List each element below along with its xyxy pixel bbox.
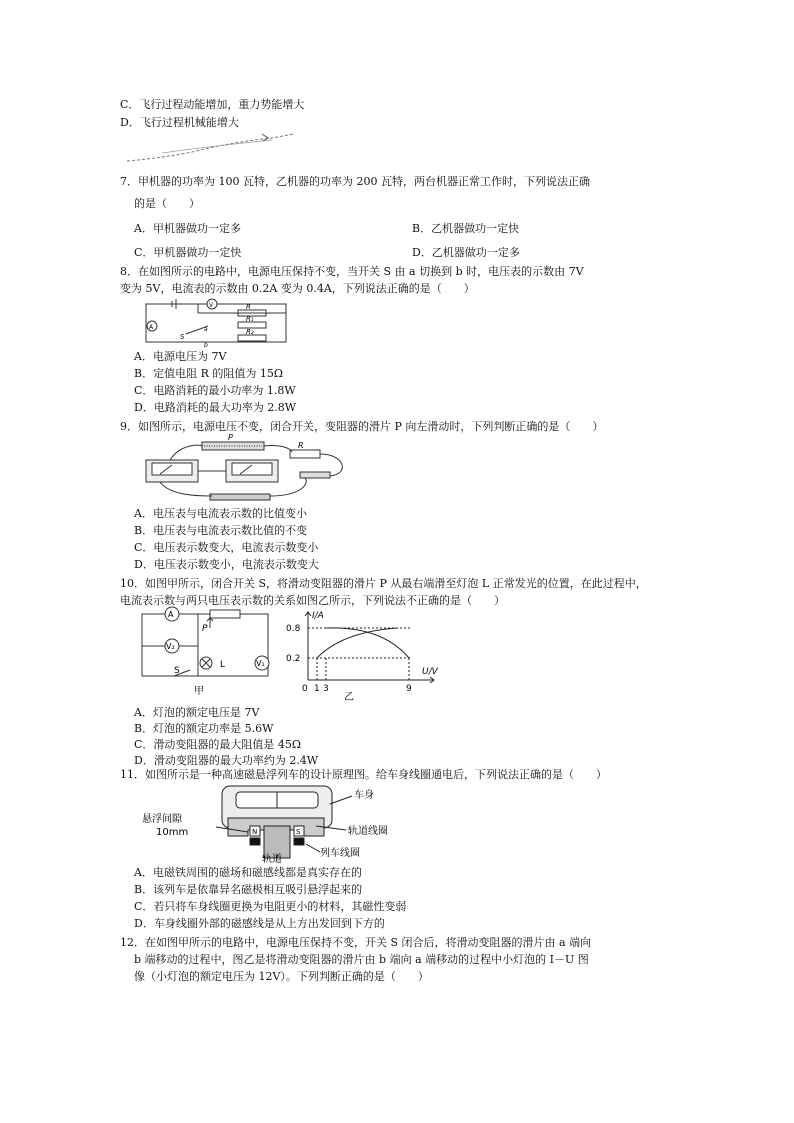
q8-option-a: A．电源电压为 7V [134,350,227,363]
q8-r2-label: R₂ [246,328,254,336]
q9-apparatus-figure [140,434,355,504]
q7-option-a: A．甲机器做功一定多 [134,222,241,235]
q11-train-coil-label: 列车线圈 [320,848,360,859]
q11-gap-value: 10mm [156,827,189,838]
q11-pole-s-right: S [296,828,301,836]
q8-circuit-diagram [138,296,298,348]
q10-lamp-label: L [220,660,226,670]
q11-stem: 11．如图所示是一种高速磁悬浮列车的设计原理图。给车身线圈通电后，下列说法正确的是（ ） [120,768,607,781]
q8-r-label: R [246,303,251,311]
q11-option-c: C．若只将车身线圈更换为电阻更小的材料，其磁性变弱 [134,900,407,913]
q11-pole-n-left: N [252,828,258,836]
q10-option-c: C．滑动变阻器的最大阻值是 45Ω [134,738,302,751]
q11-option-b: B．该列车是依靠异名磁极相互吸引悬浮起来的 [134,883,363,896]
q8-switch-label: S [180,333,185,341]
q10-caption-yi: 乙 [344,692,354,702]
q8-stem-line2: 变为 5V，电流表的示数由 0.2A 变为 0.4A，下列说法正确的是（ ） [120,282,475,295]
q7-option-d: D．乙机器做功一定多 [412,246,520,259]
q11-option-d: D．车身线圈外部的磁感线是从上方出发回到下方的 [134,917,385,930]
q12-stem-line3: 像（小灯泡的额定电压为 12V）。下列判断正确的是（ ） [134,970,429,983]
q10-graph-xlabel: U/V [422,667,438,677]
q11-track-label: 轨道 [262,854,282,864]
q7-option-b: B．乙机器做功一定快 [412,222,520,235]
q11-option-a: A．电磁铁周围的磁场和磁感线都是真实存在的 [134,866,362,879]
q8-voltmeter-label: V [209,302,214,309]
q10-graph-x-tick-1: 1 [314,684,320,694]
q10-ammeter-label: A [168,610,174,619]
q6-option-c: C．飞行过程动能增加，重力势能增大 [120,98,305,111]
q9-stem: 9．如图所示，电源电压不变，闭合开关，变阻器的滑片 P 向左滑动时，下列判断正确的是（ ） [120,420,604,433]
q10-circuit-jia [138,606,278,698]
q10-option-d: D．滑动变阻器的最大功率约为 2.4W [134,754,319,767]
q9-option-a: A．电压表与电流表示数的比值变小 [134,507,307,520]
q11-gap-label: 悬浮间隙 [142,814,182,825]
q7-stem-line2: 的是（ ） [134,197,200,210]
q10-caption-jia: 甲 [194,686,204,697]
q6-trajectory-figure [122,128,297,168]
q11-body-label: 车身 [354,790,374,801]
q11-track-coil-label: 轨道线圈 [348,826,388,837]
q9-slider-p-label: P [228,434,233,442]
q10-graph-yi [282,606,442,702]
q8-option-c: C．电路消耗的最小功率为 1.8W [134,384,296,397]
q10-stem-line2: 电流表示数与两只电压表示数的关系如图乙所示，下列说法不正确的是（ ） [120,594,505,607]
q10-v1-label: V₁ [256,659,265,668]
q8-ammeter-label: A [149,324,154,331]
q9-option-c: C．电压表示数变大，电流表示数变小 [134,541,319,554]
q6-option-d: D．飞行过程机械能增大 [120,116,239,129]
q8-option-b: B．定值电阻 R 的阻值为 15Ω [134,367,283,380]
q11-maglev-diagram [140,782,440,864]
q10-graph-y-tick-0.8: 0.8 [286,624,301,634]
q9-option-d: D．电压表示数变小，电流表示数变大 [134,558,319,571]
q10-slider-p-label: P [202,624,208,634]
q10-stem-line1: 10．如图甲所示，闭合开关 S，将滑动变阻器的滑片 P 从最右端滑至灯泡 L 正常发光的位置，在此过程中， [120,577,647,590]
q12-stem-line1: 12．在如图甲所示的电路中，电源电压保持不变，开关 S 闭合后，将滑动变阻器的滑片由 a 端向 [120,936,592,949]
q10-v2-label: V₂ [166,642,175,651]
q8-stem-line1: 8．在如图所示的电路中，电源电压保持不变，当开关 S 由 a 切换到 b 时，电压表的示数由 7V [120,265,584,278]
q7-stem-line1: 7．甲机器的功率为 100 瓦特，乙机器的功率为 200 瓦特，两台机器正常工作时，下列说法正确 [120,175,590,188]
q9-option-b: B．电压表与电流表示数比值的不变 [134,524,308,537]
q10-graph-y-tick-0.2: 0.2 [286,654,301,664]
q10-graph-ylabel: I/A [312,611,324,621]
q10-switch-label: S [174,666,180,676]
q10-graph-x-tick-0: 0 [302,684,308,694]
q8-point-a: a [204,326,208,333]
q8-point-b: b [204,342,208,348]
q8-r1-label: R₁ [246,315,254,323]
q10-option-b: B．灯泡的额定功率是 5.6W [134,722,274,735]
q10-graph-x-tick-9: 9 [406,684,412,694]
q10-option-a: A．灯泡的额定电压是 7V [134,706,260,719]
q9-r-label: R [298,441,304,450]
q10-graph-x-tick-3: 3 [323,684,329,694]
q12-stem-line2: b 端移动的过程中，图乙是将滑动变阻器的滑片由 b 端向 a 端移动的过程中小灯泡的 I－U 图 [134,953,589,966]
q8-option-d: D．电路消耗的最大功率为 2.8W [134,401,297,414]
q7-option-c: C．甲机器做功一定快 [134,246,242,259]
